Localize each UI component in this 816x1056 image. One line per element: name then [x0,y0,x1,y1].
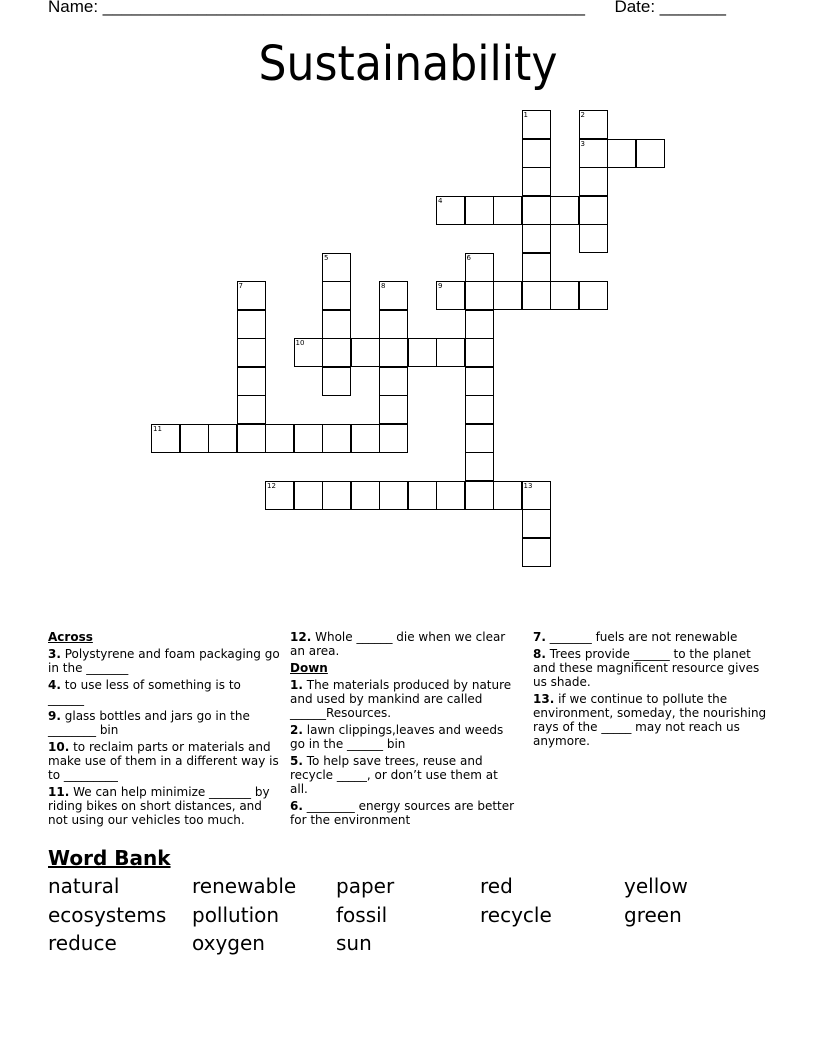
word-bank-word: red [480,874,513,898]
crossword-cell[interactable] [294,424,323,453]
clue-number: 7. [533,630,546,644]
crossword-cell[interactable] [607,139,636,168]
down-heading: Down [290,661,328,675]
crossword-cell[interactable] [465,338,494,367]
clue-number: 12. [290,630,312,644]
clue-number: 5. [290,754,303,768]
clue-across-3 [48,647,280,675]
crossword-cell[interactable] [579,196,608,225]
crossword-cell[interactable] [351,424,380,453]
clue-across-11 [48,785,280,827]
crossword-cell[interactable] [322,424,351,453]
word-bank-word: fossil [336,903,388,927]
clue-number: 6. [290,799,303,813]
crossword-cell[interactable] [493,196,522,225]
crossword-cell[interactable] [522,224,551,253]
clue-number: 13. [533,692,555,706]
clue-number-label: 3 [580,139,585,148]
clue-number-label: 5 [324,253,329,262]
clue-text: _______ fuels are not renewable [549,630,738,644]
crossword-cell[interactable] [493,281,522,310]
clue-text: to use less of something is to ______ [48,678,241,706]
crossword-cell[interactable] [379,338,408,367]
clue-across-10 [48,740,280,782]
across-heading: Across [48,630,93,644]
clue-down-6 [290,799,518,827]
clue-number: 10. [48,740,70,754]
clue-number-label: 1 [523,111,528,119]
clue-number: 4. [48,678,61,692]
clue-number-label: 6 [466,253,471,262]
page-title: Sustainability [258,36,558,92]
word-bank-word: ecosystems [48,903,167,927]
clue-down-13 [533,692,768,748]
crossword-cell[interactable] [322,481,351,510]
clue-text: glass bottles and jars go in the ________ bin [48,709,250,737]
date-field-label[interactable]: Date: _______ [614,0,726,16]
word-bank-word: paper [336,874,395,898]
crossword-cell[interactable] [180,424,209,453]
crossword-cell[interactable] [265,424,294,453]
crossword-cell[interactable] [322,338,351,367]
word-bank-word: reduce [48,931,117,955]
clue-number: 2. [290,723,303,737]
crossword-cell[interactable] [237,395,266,424]
clue-down-8 [533,647,768,689]
clue-number-label: 9 [438,282,443,290]
crossword-cell[interactable] [237,310,266,339]
crossword-cell[interactable] [465,424,494,453]
clue-number-label: 7 [238,282,243,290]
header-line [48,0,748,17]
crossword-cell[interactable] [408,481,437,510]
crossword-cell[interactable] [550,281,579,310]
clue-text: lawn clippings,leaves and weeds go in the ______ bin [290,723,504,751]
crossword-cell[interactable] [522,167,551,196]
clue-number: 11. [48,785,70,799]
clues-column-1 [48,630,280,830]
crossword-cell[interactable] [322,367,351,396]
word-bank-word: green [624,903,682,927]
word-bank-word: oxygen [192,931,265,955]
clue-number: 3. [48,647,61,661]
crossword-cell[interactable] [379,395,408,424]
clue-number: 8. [533,647,546,661]
clue-text: Polystyrene and foam packaging go in the _______ [48,647,280,675]
clue-text: The materials produced by nature and used by mankind are called ______Resources. [290,678,512,720]
crossword-cell[interactable] [208,424,237,453]
crossword-cell[interactable] [465,196,494,225]
crossword-cell[interactable] [379,310,408,339]
crossword-cell[interactable] [379,481,408,510]
clue-number: 1. [290,678,303,692]
crossword-cell[interactable] [465,481,494,510]
clue-number-label: 4 [438,196,443,205]
crossword-cell[interactable] [465,452,494,481]
name-field-label[interactable]: Name: ___________________________________________________ [48,0,585,16]
clue-number-label: 13 [523,481,533,490]
crossword-cell[interactable] [465,395,494,424]
crossword-cell[interactable] [522,253,551,282]
word-bank-word: recycle [480,903,552,927]
crossword-cell[interactable] [379,367,408,396]
clue-down-1 [290,678,518,720]
clue-down-7 [533,630,768,644]
word-bank-word: pollution [192,903,280,927]
clues-column-2 [290,630,518,830]
clue-number-label: 8 [381,282,386,290]
clue-text: to reclaim parts or materials and make use of them in a different way is to _________ [48,740,279,782]
crossword-cell[interactable] [351,338,380,367]
crossword-cell[interactable] [522,139,551,168]
crossword-cell[interactable] [522,196,551,225]
clue-across-9 [48,709,280,737]
crossword-cell[interactable] [294,481,323,510]
crossword-cell[interactable] [465,310,494,339]
clues-column-3 [533,630,768,751]
clue-across-12 [290,630,518,658]
crossword-cell[interactable] [579,167,608,196]
crossword-cell[interactable] [322,310,351,339]
crossword-cell[interactable] [579,281,608,310]
crossword-cell[interactable] [522,538,551,567]
crossword-cell[interactable] [237,424,266,453]
crossword-cell[interactable] [465,281,494,310]
crossword-cell[interactable] [636,139,665,168]
crossword-cell[interactable] [237,367,266,396]
clue-down-5 [290,754,518,796]
clue-across-4 [48,678,280,706]
clue-text: We can help minimize _______ by riding bikes on short distances, and not using our vehicles too much. [48,785,270,827]
clue-text: To help save trees, reuse and recycle _____, or don’t use them at all. [290,754,498,796]
crossword-cell[interactable] [436,338,465,367]
clue-number-label: 12 [267,481,276,490]
clue-number: 9. [48,709,61,723]
crossword-cell[interactable] [550,196,579,225]
clue-text: Trees provide ______ to the planet and these magnificent resource gives us shade. [533,647,760,689]
crossword-cell[interactable] [237,338,266,367]
crossword-cell[interactable] [522,281,551,310]
crossword-cell[interactable] [436,481,465,510]
crossword-cell[interactable] [408,338,437,367]
crossword-cell[interactable] [493,481,522,510]
word-bank-word: natural [48,874,120,898]
crossword-cell[interactable] [522,509,551,538]
clue-text: if we continue to pollute the environment, someday, the nourishing rays of the _____ may not reach us anymore. [533,692,767,748]
crossword-cell[interactable] [465,367,494,396]
word-bank-word: yellow [624,874,688,898]
word-bank-word: renewable [192,874,297,898]
clue-number-label: 10 [295,339,305,347]
crossword-cell[interactable] [579,224,608,253]
clue-number-label: 11 [153,424,162,433]
clue-down-2 [290,723,518,751]
clue-text: ________ energy sources are better for the environment [290,799,515,827]
crossword-cell[interactable] [322,281,351,310]
crossword-cell[interactable] [379,424,408,453]
crossword-cell[interactable] [351,481,380,510]
clue-number-label: 2 [580,111,585,119]
word-bank-title: Word Bank [48,846,171,870]
clue-text: Whole ______ die when we clear an area. [290,630,506,658]
word-bank-word: sun [336,931,372,955]
